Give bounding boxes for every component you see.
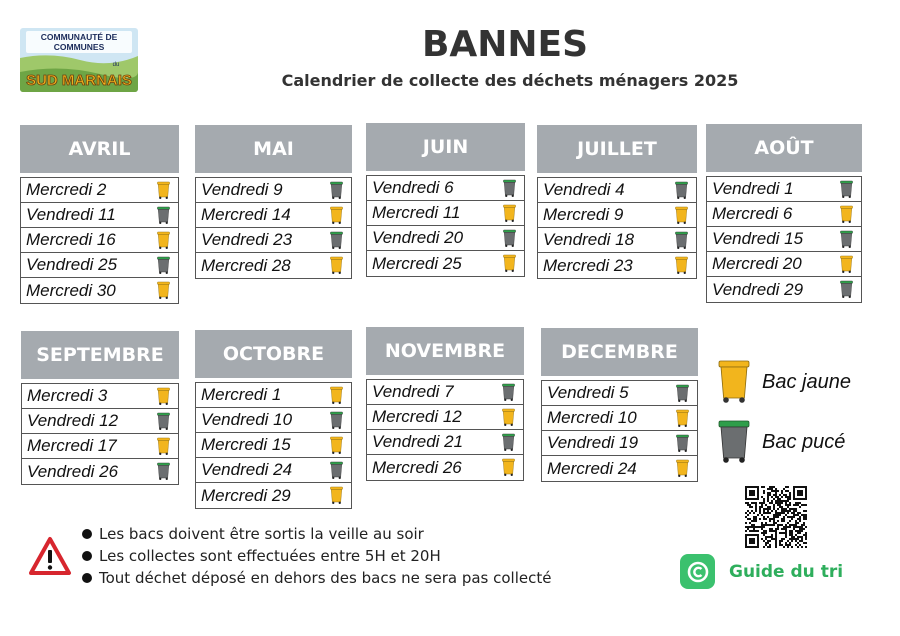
bullet-icon bbox=[82, 573, 92, 583]
collection-date-row bbox=[367, 405, 523, 430]
collection-date-label: Mercredi 9 bbox=[543, 205, 624, 224]
green-lid-bin-icon bbox=[157, 411, 170, 432]
collection-date-row bbox=[367, 176, 524, 201]
month-entries bbox=[195, 177, 352, 279]
green-lid-bin-icon bbox=[840, 179, 853, 200]
collection-date-row bbox=[367, 201, 524, 226]
collection-date-row bbox=[367, 430, 523, 455]
collection-date-row bbox=[196, 253, 351, 278]
month-entries bbox=[706, 176, 862, 303]
collection-date-row bbox=[196, 458, 351, 483]
collection-date-row bbox=[707, 252, 861, 277]
collection-date-row bbox=[538, 228, 696, 253]
month-octobre bbox=[195, 330, 352, 509]
yellow-bin-icon bbox=[676, 408, 689, 429]
collection-date-label: Vendredi 6 bbox=[372, 178, 454, 197]
collection-date-label: Vendredi 4 bbox=[543, 180, 625, 199]
yellow-bin-icon bbox=[157, 180, 170, 201]
collection-date-label: Mercredi 23 bbox=[543, 255, 633, 275]
collection-date-row bbox=[22, 409, 178, 434]
collection-date-label: Vendredi 26 bbox=[27, 461, 119, 481]
warning-triangle-icon bbox=[28, 536, 72, 576]
green-lid-bin-icon bbox=[676, 383, 689, 404]
month-header: AOÛT bbox=[706, 124, 862, 172]
yellow-bin-icon bbox=[503, 203, 516, 224]
collection-date-row bbox=[21, 278, 178, 303]
month-header: DECEMBRE bbox=[541, 328, 698, 376]
collection-date-label: Mercredi 15 bbox=[201, 435, 291, 454]
collection-date-label: Mercredi 3 bbox=[27, 386, 108, 405]
green-lid-bin-icon bbox=[330, 180, 343, 201]
green-lid-bin-icon bbox=[157, 255, 170, 276]
collection-date-row bbox=[196, 408, 351, 433]
yellow-bin-icon bbox=[675, 255, 688, 276]
collection-date-label: Mercredi 11 bbox=[372, 203, 461, 222]
yellow-bin-icon bbox=[503, 253, 516, 274]
green-lid-bin-icon bbox=[675, 230, 688, 251]
yellow-bin-icon bbox=[676, 458, 689, 479]
collection-date-row bbox=[367, 226, 524, 251]
rule-item bbox=[82, 523, 551, 545]
collection-date-row bbox=[707, 177, 861, 202]
collection-date-label: Vendredi 5 bbox=[547, 383, 629, 402]
month-header: MAI bbox=[195, 125, 352, 173]
collection-date-label: Vendredi 11 bbox=[26, 205, 116, 224]
logo-line-1: COMMUNAUTÉ DE bbox=[40, 32, 118, 42]
month-header: SEPTEMBRE bbox=[21, 331, 179, 379]
yellow-bin-icon bbox=[840, 204, 853, 225]
legend-green-label: Bac pucé bbox=[762, 430, 846, 453]
collection-date-row bbox=[22, 434, 178, 459]
collection-date-row bbox=[196, 383, 351, 408]
collection-date-row bbox=[367, 380, 523, 405]
green-lid-bin-icon bbox=[502, 382, 515, 403]
guide-du-tri-label: Guide du tri bbox=[729, 561, 844, 582]
guide-du-tri-icon bbox=[680, 554, 715, 589]
yellow-bin-icon bbox=[330, 385, 343, 406]
page-title: BANNES bbox=[421, 24, 589, 65]
green-lid-bin-icon bbox=[157, 461, 170, 482]
rule-item bbox=[82, 545, 551, 567]
collection-date-row bbox=[538, 253, 696, 278]
collection-date-row bbox=[196, 228, 351, 253]
month-entries bbox=[366, 379, 524, 481]
month-entries bbox=[21, 383, 179, 485]
yellow-bin-icon bbox=[157, 230, 170, 251]
yellow-bin-icon bbox=[330, 485, 343, 506]
collection-date-label: Mercredi 16 bbox=[26, 230, 116, 249]
green-lid-bin-icon bbox=[718, 420, 750, 464]
month-header: AVRIL bbox=[20, 125, 179, 173]
collection-date-label: Vendredi 7 bbox=[372, 382, 454, 401]
collection-date-row bbox=[21, 228, 178, 253]
collection-date-label: Vendredi 10 bbox=[201, 410, 293, 429]
month-entries bbox=[541, 380, 698, 482]
month-header: NOVEMBRE bbox=[366, 327, 524, 375]
collection-date-row bbox=[542, 456, 697, 481]
collection-date-label: Mercredi 17 bbox=[27, 436, 117, 455]
collection-date-row bbox=[21, 203, 178, 228]
collection-date-row bbox=[707, 202, 861, 227]
collection-date-label: Vendredi 24 bbox=[201, 460, 293, 479]
month-decembre bbox=[541, 328, 698, 482]
month-juillet bbox=[537, 125, 697, 279]
rule-item bbox=[82, 567, 551, 589]
collection-date-row bbox=[542, 381, 697, 406]
collection-date-row bbox=[367, 455, 523, 480]
yellow-bin-icon bbox=[718, 360, 750, 404]
green-lid-bin-icon bbox=[157, 205, 170, 226]
bullet-icon bbox=[82, 551, 92, 561]
collection-date-label: Vendredi 9 bbox=[201, 180, 283, 199]
green-lid-bin-icon bbox=[675, 180, 688, 201]
collection-date-label: Vendredi 29 bbox=[712, 279, 804, 299]
yellow-bin-icon bbox=[330, 255, 343, 276]
green-lid-bin-icon bbox=[840, 279, 853, 300]
collection-date-label: Mercredi 20 bbox=[712, 254, 802, 273]
collection-date-label: Mercredi 14 bbox=[201, 205, 291, 224]
yellow-bin-icon bbox=[502, 407, 515, 428]
collection-date-label: Mercredi 25 bbox=[372, 253, 462, 273]
yellow-bin-icon bbox=[157, 436, 170, 457]
green-lid-bin-icon bbox=[503, 228, 516, 249]
collection-date-label: Vendredi 23 bbox=[201, 230, 293, 249]
rule-text: Les bacs doivent être sortis la veille au soir bbox=[99, 525, 424, 543]
collection-date-row bbox=[21, 178, 178, 203]
month-entries bbox=[195, 382, 352, 509]
collection-date-row bbox=[707, 227, 861, 252]
collection-date-label: Mercredi 12 bbox=[372, 407, 462, 426]
yellow-bin-icon bbox=[840, 254, 853, 275]
green-lid-bin-icon bbox=[330, 410, 343, 431]
rule-text: Tout déchet déposé en dehors des bacs ne sera pas collecté bbox=[99, 569, 552, 587]
logo bbox=[20, 28, 138, 92]
collection-date-label: Vendredi 19 bbox=[547, 433, 639, 452]
collection-date-label: Mercredi 29 bbox=[201, 485, 291, 505]
collection-date-row bbox=[542, 431, 697, 456]
legend-yellow bbox=[718, 360, 851, 404]
month-juin bbox=[366, 123, 525, 277]
collection-date-row bbox=[538, 178, 696, 203]
month-entries bbox=[20, 177, 179, 304]
yellow-bin-icon bbox=[157, 280, 170, 301]
green-lid-bin-icon bbox=[330, 460, 343, 481]
collection-date-label: Mercredi 6 bbox=[712, 204, 793, 223]
month-septembre bbox=[21, 331, 179, 485]
collection-date-label: Vendredi 15 bbox=[712, 229, 804, 248]
green-lid-bin-icon bbox=[330, 230, 343, 251]
month-header: JUIN bbox=[366, 123, 525, 171]
collection-date-label: Vendredi 20 bbox=[372, 228, 464, 247]
collection-date-row bbox=[196, 203, 351, 228]
collection-date-label: Vendredi 12 bbox=[27, 411, 119, 430]
collection-date-label: Mercredi 24 bbox=[547, 458, 637, 478]
yellow-bin-icon bbox=[330, 205, 343, 226]
collection-date-row bbox=[542, 406, 697, 431]
month-avril bbox=[20, 125, 179, 304]
collection-date-label: Mercredi 26 bbox=[372, 457, 462, 477]
collection-date-row bbox=[196, 178, 351, 203]
collection-date-label: Vendredi 25 bbox=[26, 255, 118, 274]
bullet-icon bbox=[82, 529, 92, 539]
collection-date-label: Mercredi 2 bbox=[26, 180, 107, 199]
legend-yellow-label: Bac jaune bbox=[762, 370, 851, 393]
collection-date-label: Mercredi 10 bbox=[547, 408, 637, 427]
collection-date-label: Vendredi 21 bbox=[372, 432, 464, 451]
month-entries bbox=[537, 177, 697, 279]
collection-date-label: Mercredi 28 bbox=[201, 255, 291, 275]
green-lid-bin-icon bbox=[676, 433, 689, 454]
rule-text: Les collectes sont effectuées entre 5H et 20H bbox=[99, 547, 441, 565]
yellow-bin-icon bbox=[675, 205, 688, 226]
collection-date-row bbox=[538, 203, 696, 228]
month-mai bbox=[195, 125, 352, 279]
qr-code-icon[interactable] bbox=[745, 486, 807, 548]
legend-green bbox=[718, 420, 845, 464]
collection-date-label: Mercredi 30 bbox=[26, 280, 116, 300]
collection-date-label: Vendredi 18 bbox=[543, 230, 635, 249]
collection-date-row bbox=[196, 433, 351, 458]
yellow-bin-icon bbox=[330, 435, 343, 456]
logo-line-3: du bbox=[112, 62, 120, 68]
logo-line-4: SUD MARNAIS bbox=[26, 72, 132, 89]
collection-date-row bbox=[22, 384, 178, 409]
month-entries bbox=[366, 175, 525, 277]
collection-date-row bbox=[367, 251, 524, 276]
collection-date-row bbox=[707, 277, 861, 302]
month-novembre bbox=[366, 327, 524, 481]
green-lid-bin-icon bbox=[502, 432, 515, 453]
collection-date-label: Mercredi 1 bbox=[201, 385, 282, 404]
green-lid-bin-icon bbox=[503, 178, 516, 199]
yellow-bin-icon bbox=[502, 457, 515, 478]
month-header: JUILLET bbox=[537, 125, 697, 173]
rules-list bbox=[82, 523, 551, 589]
collection-date-row bbox=[196, 483, 351, 508]
month-header: OCTOBRE bbox=[195, 330, 352, 378]
collection-date-row bbox=[22, 459, 178, 484]
collection-date-row bbox=[21, 253, 178, 278]
month-aout bbox=[706, 124, 862, 303]
collection-date-label: Vendredi 1 bbox=[712, 179, 794, 198]
page-subtitle: Calendrier de collecte des déchets ménagers 2025 bbox=[281, 71, 739, 90]
logo-line-2: COMMUNES bbox=[53, 42, 105, 52]
guide-du-tri-link[interactable] bbox=[680, 554, 843, 589]
yellow-bin-icon bbox=[157, 386, 170, 407]
green-lid-bin-icon bbox=[840, 229, 853, 250]
